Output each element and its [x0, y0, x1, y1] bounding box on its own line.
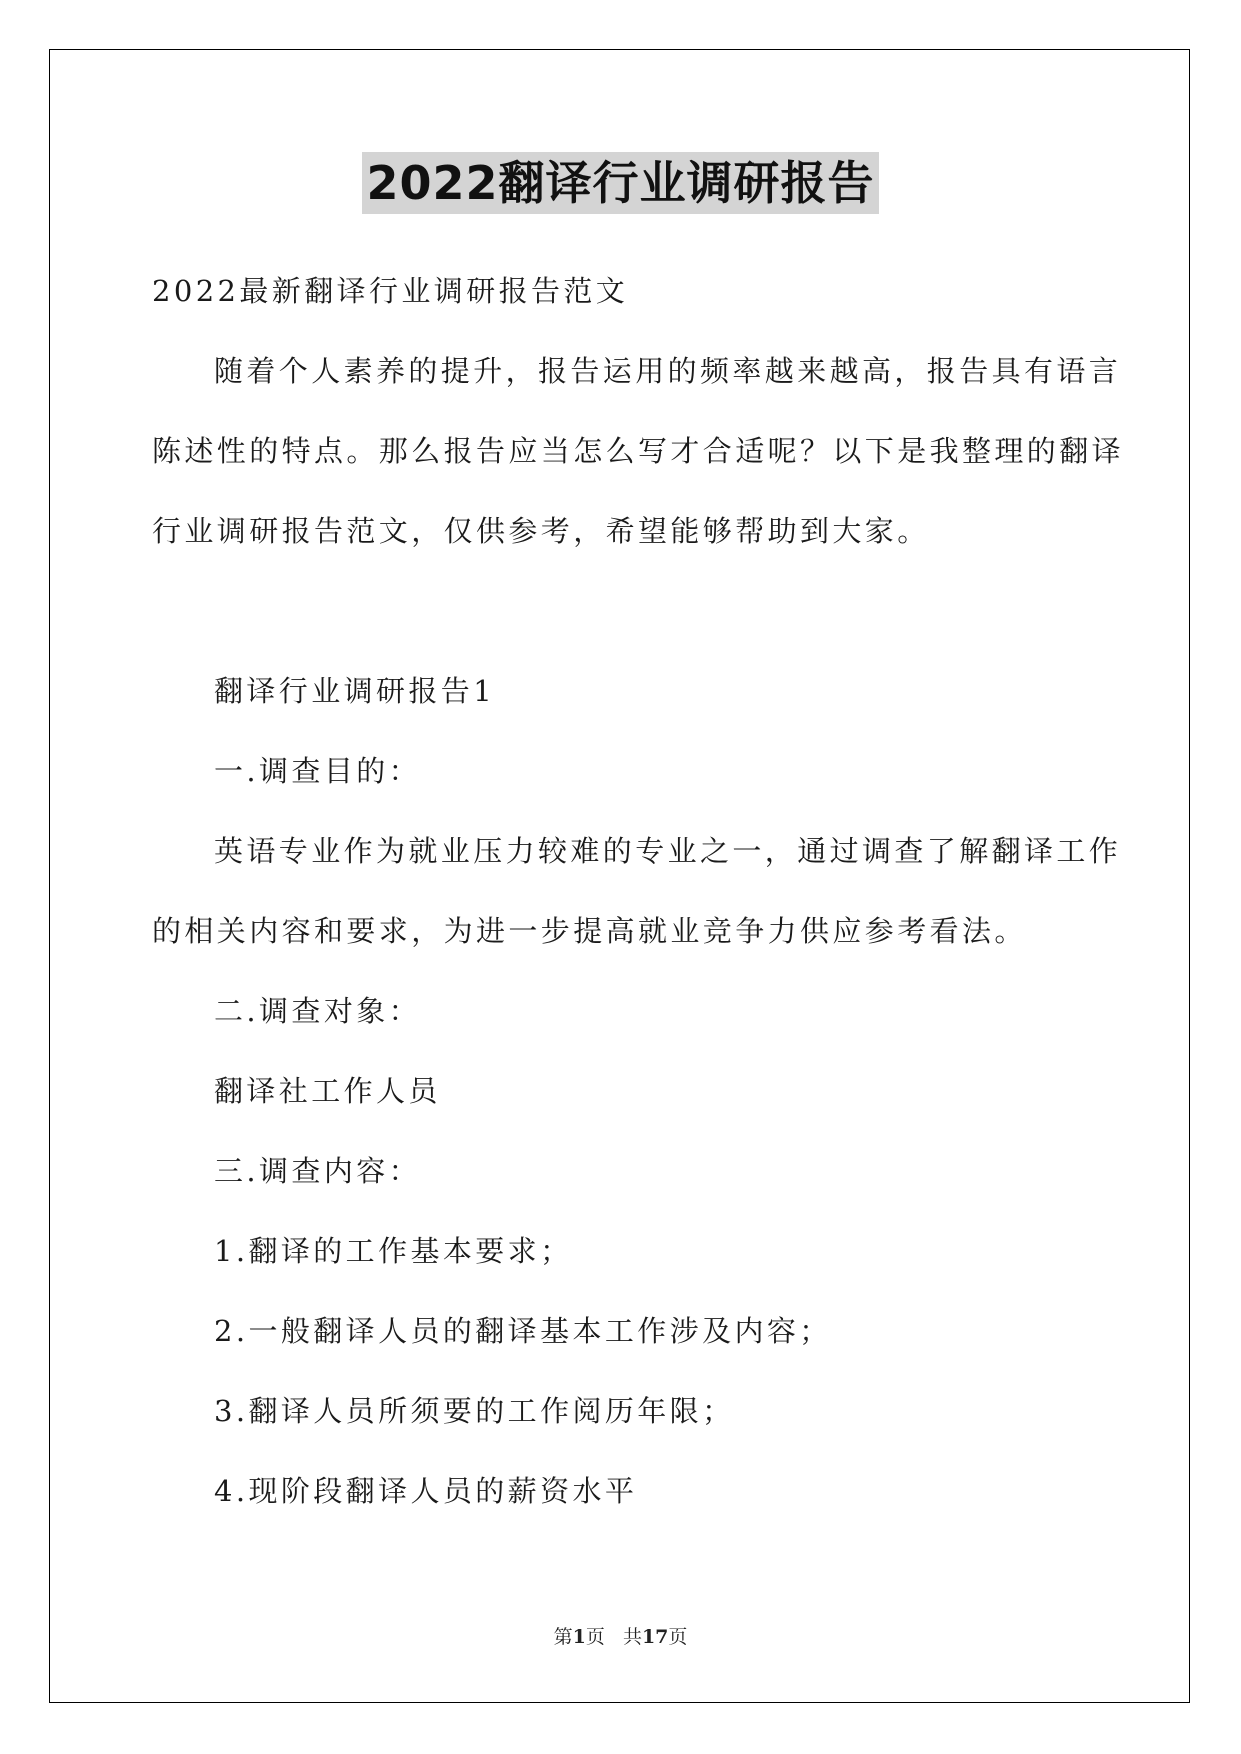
footer-page-suffix: 页	[668, 1626, 688, 1648]
intro-line-2: 陈述性的特点。那么报告应当怎么写才合适呢？以下是我整理的翻译	[152, 434, 1125, 468]
page-footer	[0, 1622, 1241, 1649]
content-item-1: 1.翻译的工作基本要求；	[214, 1234, 573, 1268]
purpose-heading: 一.调查目的：	[214, 754, 422, 788]
purpose-line-1: 英语专业作为就业压力较难的专业之一，通过调查了解翻译工作	[214, 834, 1122, 868]
content-item-4: 4.现阶段翻译人员的薪资水平	[214, 1474, 638, 1508]
document-subtitle: 2022最新翻译行业调研报告范文	[152, 274, 629, 308]
purpose-line-2: 的相关内容和要求，为进一步提高就业竞争力供应参考看法。	[152, 914, 1027, 948]
content-heading: 三.调查内容：	[214, 1154, 422, 1188]
footer-page-number: 1	[572, 1626, 586, 1648]
content-item-2: 2.一般翻译人员的翻译基本工作涉及内容；	[214, 1314, 832, 1348]
section-heading: 翻译行业调研报告1	[214, 674, 496, 708]
intro-line-1: 随着个人素养的提升，报告运用的频率越来越高，报告具有语言	[214, 354, 1122, 388]
title-container	[0, 152, 1241, 214]
intro-line-3: 行业调研报告范文，仅供参考，希望能够帮助到大家。	[152, 514, 930, 548]
footer-page-total: 17	[641, 1626, 669, 1648]
subject-heading: 二.调查对象：	[214, 994, 422, 1028]
content-item-3: 3.翻译人员所须要的工作阅历年限；	[214, 1394, 735, 1428]
subject-text: 翻译社工作人员	[214, 1074, 441, 1108]
footer-page-mid: 页 共	[585, 1626, 642, 1648]
document-title: 2022翻译行业调研报告	[362, 152, 878, 214]
footer-page-prefix: 第	[553, 1626, 573, 1648]
